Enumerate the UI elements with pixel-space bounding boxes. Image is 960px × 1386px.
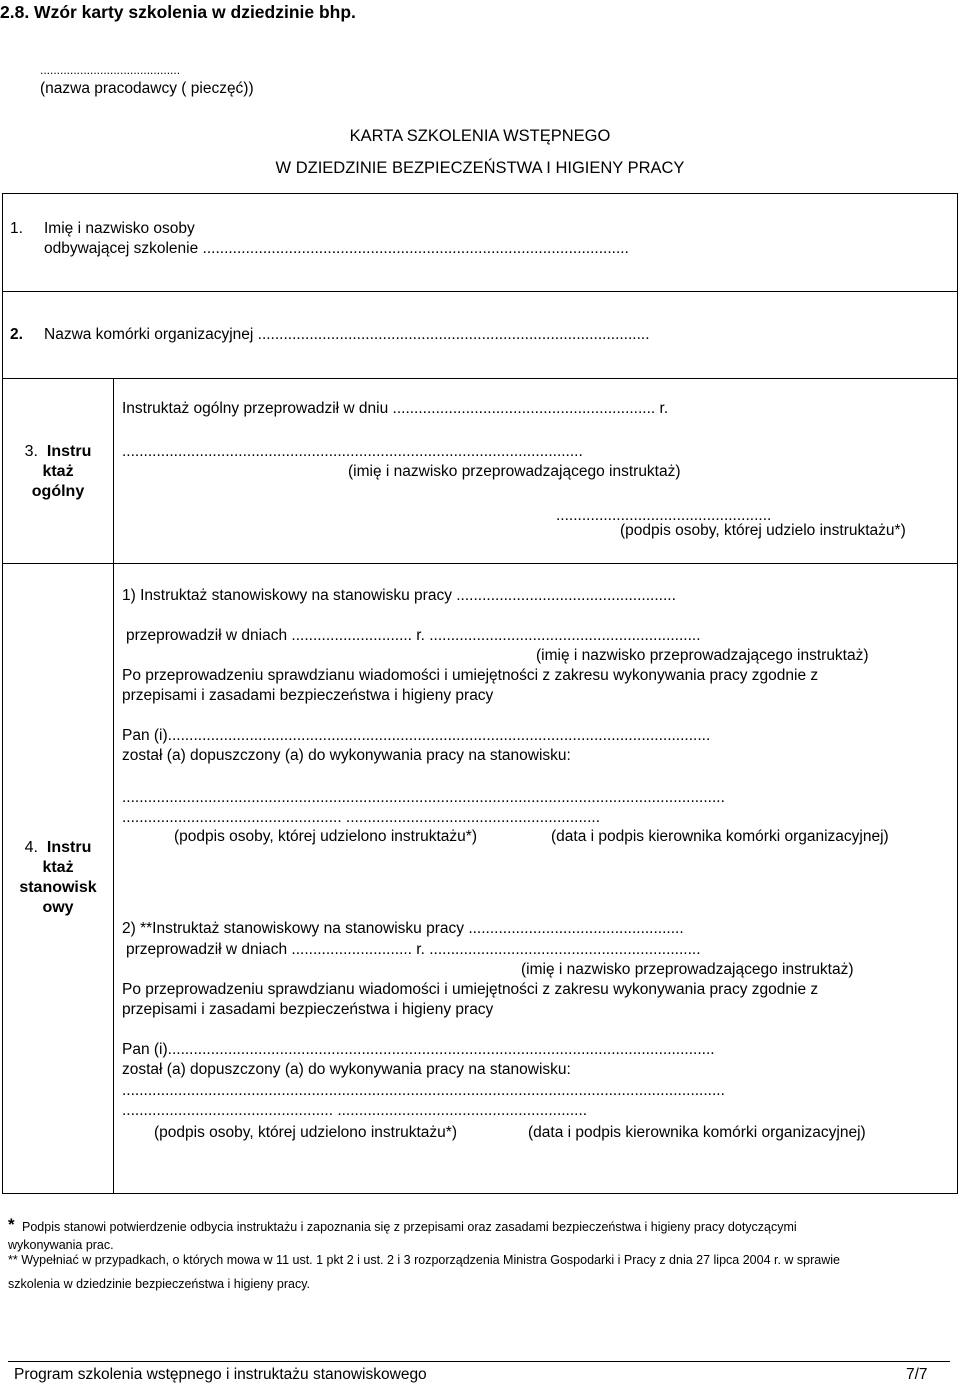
workplace-training-2-dates: przeprowadził w dniach ............................ r. ...............................................................	[126, 941, 701, 958]
footer-title: Program szkolenia wstępnego i instruktażu stanowiskowego	[14, 1366, 427, 1383]
workplace-training-1-position-dots: ............................................................................................................................................	[122, 789, 725, 806]
workplace-training-2-person: Pan (i)...............................................................................................................................	[122, 1041, 715, 1058]
workplace-training-1-statement-cont: przepisami i zasadami bezpieczeństwa i higieny pracy	[122, 687, 494, 704]
general-signature-caption: (podpis osoby, której udzielo instruktażu*)	[620, 522, 906, 539]
section-heading: 2.8. Wzór karty szkolenia w dziedzinie bhp.	[0, 2, 356, 22]
employer-label: (nazwa pracodawcy ( pieczęć))	[40, 80, 254, 97]
workplace-training-1-dates: przeprowadził w dniach ............................ r. ...............................................................	[126, 627, 701, 644]
general-signature-dots: ..................................................	[556, 507, 772, 524]
row1-number: 1.	[10, 220, 23, 237]
workplace-training-1-position: 1) Instruktaż stanowiskowy na stanowisku pracy ...................................................	[122, 587, 676, 604]
footer-rule	[8, 1361, 950, 1362]
card-title-line2: W DZIEDZINIE BEZPIECZEŃSTWA I HIGIENY PRACY	[275, 159, 685, 177]
page-number: 7/7	[906, 1366, 928, 1383]
row3-number: 3.	[24, 443, 38, 460]
workplace-training-2-signature-dots: ................................................. ..........................................................	[122, 1102, 588, 1119]
workplace-training-2-admitted: został (a) dopuszczony (a) do wykonywania pracy na stanowisku:	[122, 1061, 571, 1078]
workplace-training-1-trainee-caption: (podpis osoby, której udzielono instruktażu*)	[174, 828, 477, 845]
workplace-training-2-instructor-caption: (imię i nazwisko przeprowadzającego instruktaż)	[521, 961, 854, 978]
general-instructor-caption: (imię i nazwisko przeprowadzającego instruktaż)	[348, 463, 681, 480]
workplace-training-1-manager-caption: (data i podpis kierownika komórki organizacyjnej)	[551, 828, 889, 845]
row3-label: 3. Instru ktaż ogólny	[24, 443, 92, 500]
footnote-2: ** Wypełniać w przypadkach, o których mowa w 11 ust. 1 pkt 2 i ust. 2 i 3 rozporządzenia Ministra Gospodarki i Pracy z dnia 27 lipca 2004 r. w sprawie	[8, 1253, 840, 1267]
workplace-training-2-position-dots: ............................................................................................................................................	[122, 1082, 725, 1099]
general-instructor-dots: ...........................................................................................................	[122, 443, 583, 460]
footnote-1: Podpis stanowi potwierdzenie odbycia instruktażu i zapoznania się z przepisami oraz zasadami bezpieczeństwa i higieny pracy dotyczącymi	[22, 1220, 797, 1234]
row4-label: 4. Instru ktaż stanowisk owy	[19, 839, 97, 916]
row4-number: 4.	[24, 839, 38, 856]
workplace-training-2-trainee-caption: (podpis osoby, której udzielono instruktażu*)	[154, 1124, 457, 1141]
row1-label: Imię i nazwisko osoby	[44, 220, 195, 237]
row2-number: 2.	[10, 326, 23, 343]
workplace-training-2-statement-cont: przepisami i zasadami bezpieczeństwa i higieny pracy	[122, 1001, 494, 1018]
workplace-training-1-instructor-caption: (imię i nazwisko przeprowadzającego instruktaż)	[536, 647, 869, 664]
card-title-line1: KARTA SZKOLENIA WSTĘPNEGO	[349, 127, 611, 145]
workplace-training-1-person: Pan (i)..............................................................................................................................	[122, 727, 711, 744]
footnote-1-cont: wykonywania prac.	[8, 1238, 114, 1252]
workplace-training-2-statement: Po przeprowadzeniu sprawdzianu wiadomości i umiejętności z zakresu wykonywania pracy zgodnie z	[122, 981, 819, 998]
row1-name-field: odbywającej szkolenie ...................................................................................................	[44, 240, 629, 257]
workplace-training-1-statement: Po przeprowadzeniu sprawdzianu wiadomości i umiejętności z zakresu wykonywania pracy zgodnie z	[122, 667, 819, 684]
workplace-training-1-admitted: został (a) dopuszczony (a) do wykonywania pracy na stanowisku:	[122, 747, 571, 764]
footnote-2-cont: szkolenia w dziedzinie bezpieczeństwa i higieny pracy.	[8, 1277, 311, 1291]
employer-dots: ..........................................	[40, 63, 181, 77]
workplace-training-1-signature-dots: ................................................... ...........................................................	[122, 809, 601, 826]
general-training-date: Instruktaż ogólny przeprowadził w dniu ............................................................. r.	[122, 400, 669, 417]
workplace-training-2-position: 2) **Instruktaż stanowiskowy na stanowisku pracy ..................................................	[122, 920, 684, 937]
footnote-asterisk: *	[8, 1215, 15, 1234]
row2-unit-field: Nazwa komórki organizacyjnej ...........................................................................................	[44, 326, 650, 343]
workplace-training-2-manager-caption: (data i podpis kierownika komórki organizacyjnej)	[528, 1124, 866, 1141]
